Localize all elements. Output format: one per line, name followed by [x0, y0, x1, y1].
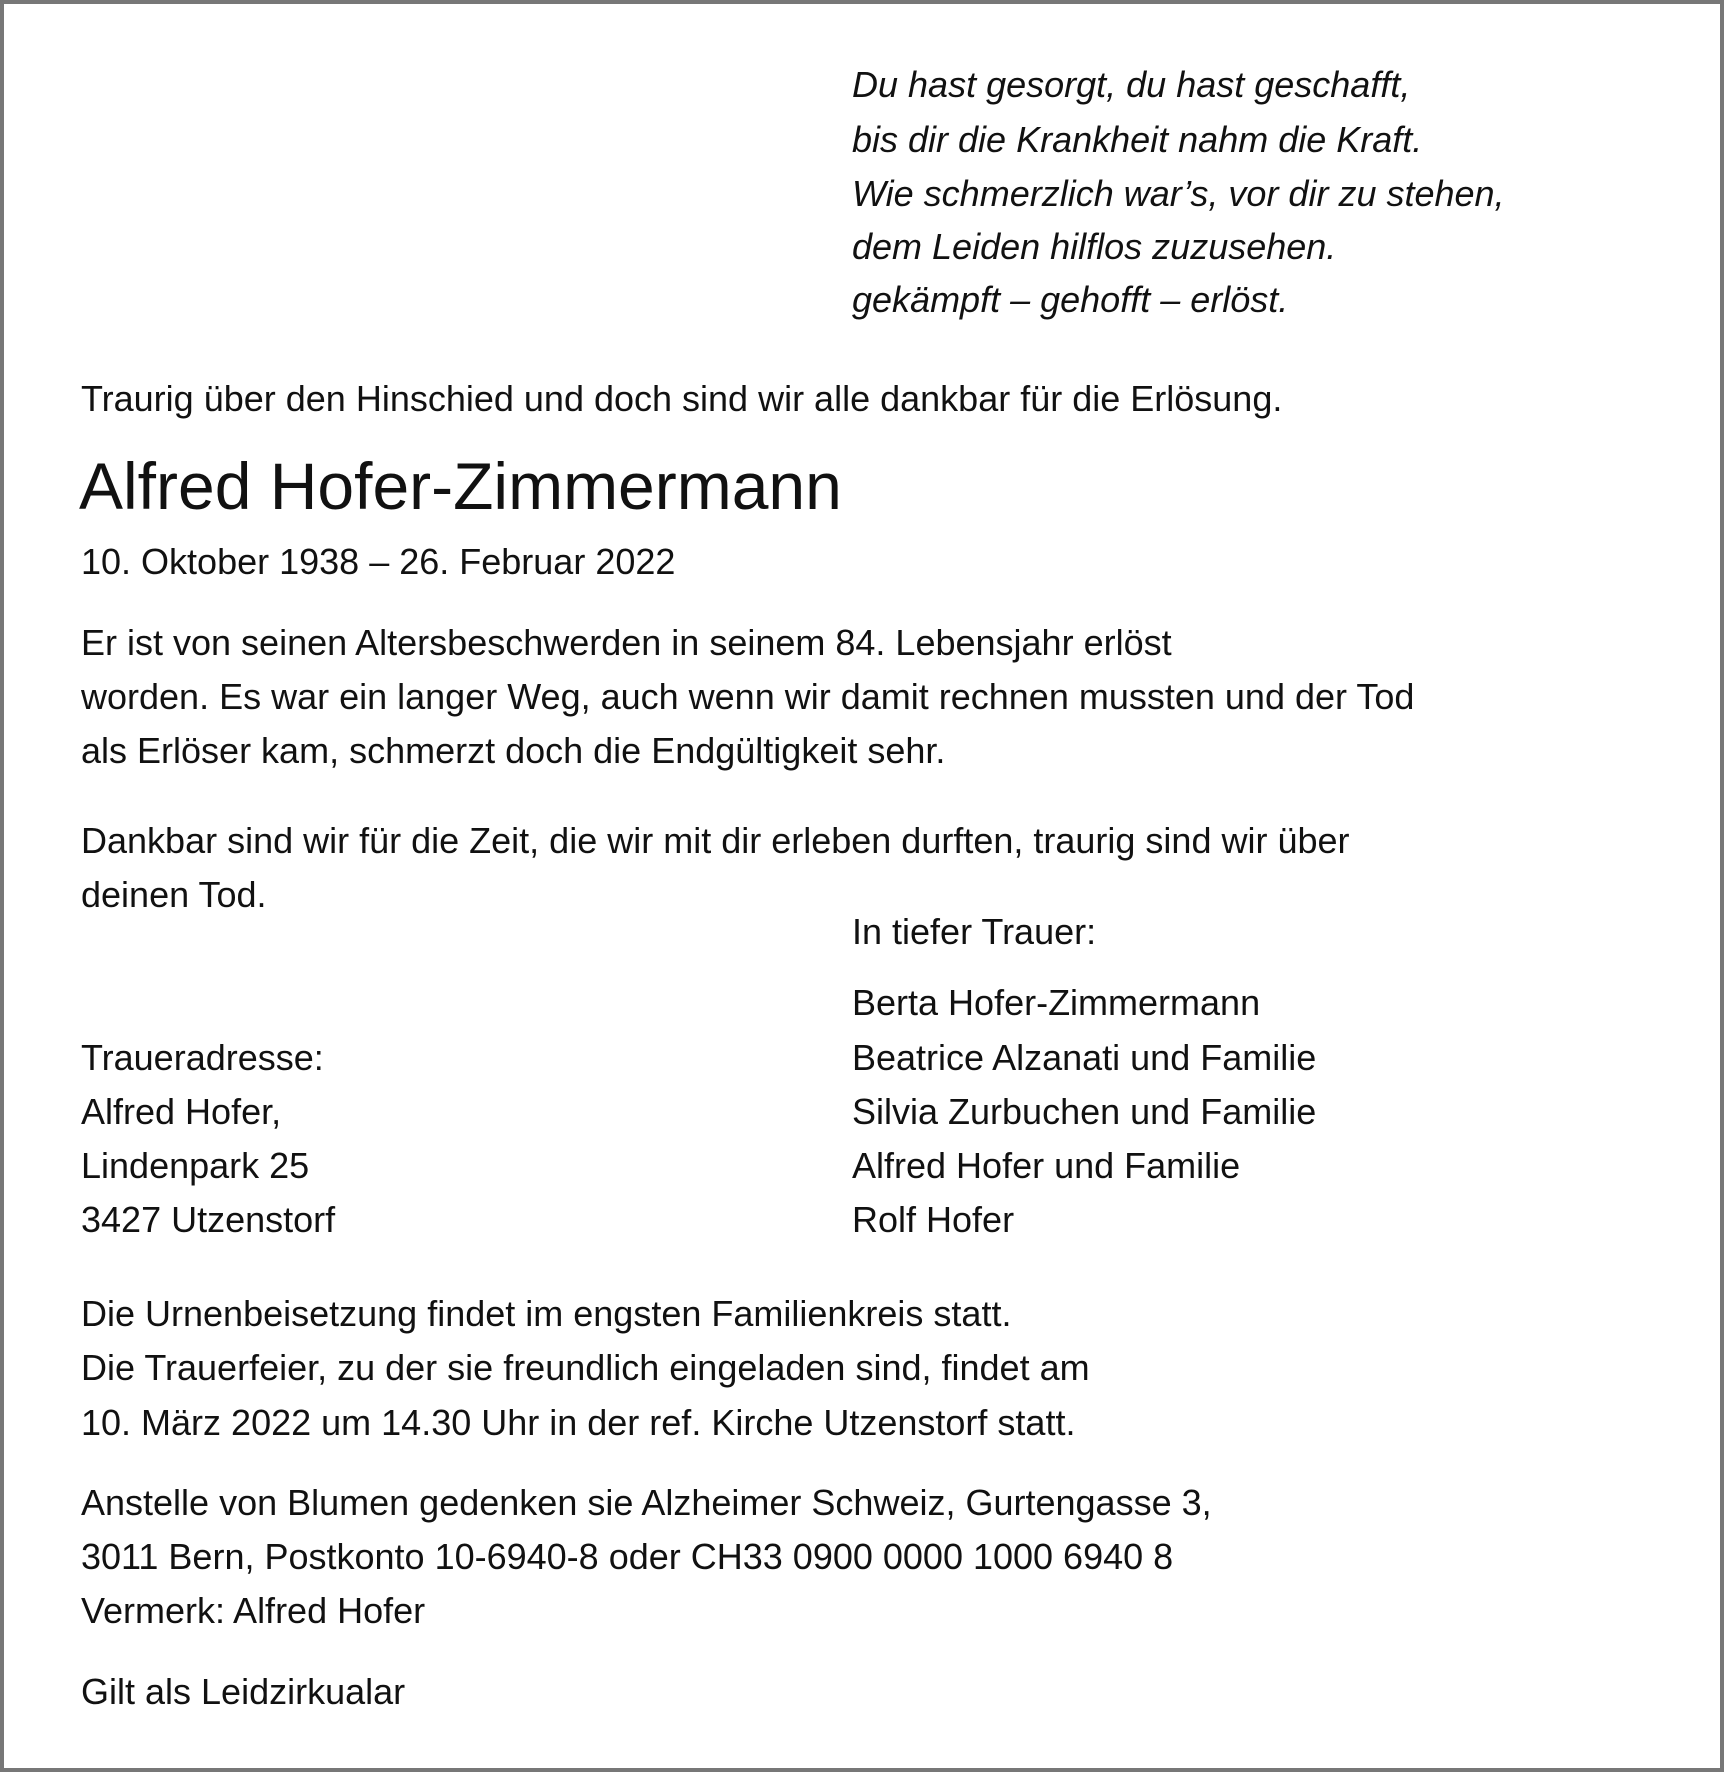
life-dates: 10. Oktober 1938 – 26. Februar 2022 [81, 541, 676, 582]
obituary-page [4, 4, 1720, 1768]
paragraph-line: Dankbar sind wir für die Zeit, die wir mit dir erleben durften, traurig sind wir über [81, 820, 1350, 861]
donation-line: 3011 Bern, Postkonto 10-6940-8 oder CH33 0900 0000 1000 6940 8 [81, 1536, 1174, 1577]
paragraph-line: als Erlöser kam, schmerzt doch die Endgültigkeit sehr. [81, 730, 946, 771]
mourner: Beatrice Alzanati und Familie [852, 1037, 1317, 1078]
poem-line: Wie schmerzlich war’s, vor dir zu stehen, [852, 173, 1505, 214]
donation-line: Anstelle von Blumen gedenken sie Alzheimer Schweiz, Gurtengasse 3, [81, 1482, 1212, 1523]
deceased-name: Alfred Hofer-Zimmermann [79, 449, 842, 523]
ceremony-line: Die Urnenbeisetzung findet im engsten Familienkreis statt. [81, 1293, 1012, 1334]
address-heading: Traueradresse: [81, 1037, 324, 1078]
footer-note: Gilt als Leidzirkualar [81, 1671, 406, 1712]
ceremony-line: Die Trauerfeier, zu der sie freundlich eingeladen sind, findet am [81, 1347, 1090, 1388]
mourners-heading: In tiefer Trauer: [852, 911, 1097, 952]
donation-line: Vermerk: Alfred Hofer [81, 1590, 426, 1631]
mourner: Alfred Hofer und Familie [852, 1145, 1241, 1186]
mourner: Berta Hofer-Zimmermann [852, 982, 1261, 1023]
intro-text: Traurig über den Hinschied und doch sind wir alle dankbar für die Erlösung. [81, 378, 1283, 419]
paragraph-line: worden. Es war ein langer Weg, auch wenn wir damit rechnen mussten und der Tod [81, 676, 1415, 717]
poem-line: bis dir die Krankheit nahm die Kraft. [852, 119, 1423, 160]
poem-line: dem Leiden hilflos zuzusehen. [852, 226, 1337, 267]
mourner: Rolf Hofer [852, 1199, 1015, 1240]
paragraph-line: deinen Tod. [81, 874, 267, 915]
ceremony-line: 10. März 2022 um 14.30 Uhr in der ref. Kirche Utzenstorf statt. [81, 1402, 1076, 1443]
address-line: Lindenpark 25 [81, 1145, 310, 1186]
poem-line: gekämpft – gehofft – erlöst. [852, 279, 1289, 320]
mourner: Silvia Zurbuchen und Familie [852, 1091, 1317, 1132]
paragraph-line: Er ist von seinen Altersbeschwerden in seinem 84. Lebensjahr erlöst [81, 622, 1172, 663]
address-line: Alfred Hofer, [81, 1091, 282, 1132]
address-line: 3427 Utzenstorf [81, 1199, 336, 1240]
poem-line: Du hast gesorgt, du hast geschafft, [852, 64, 1411, 105]
